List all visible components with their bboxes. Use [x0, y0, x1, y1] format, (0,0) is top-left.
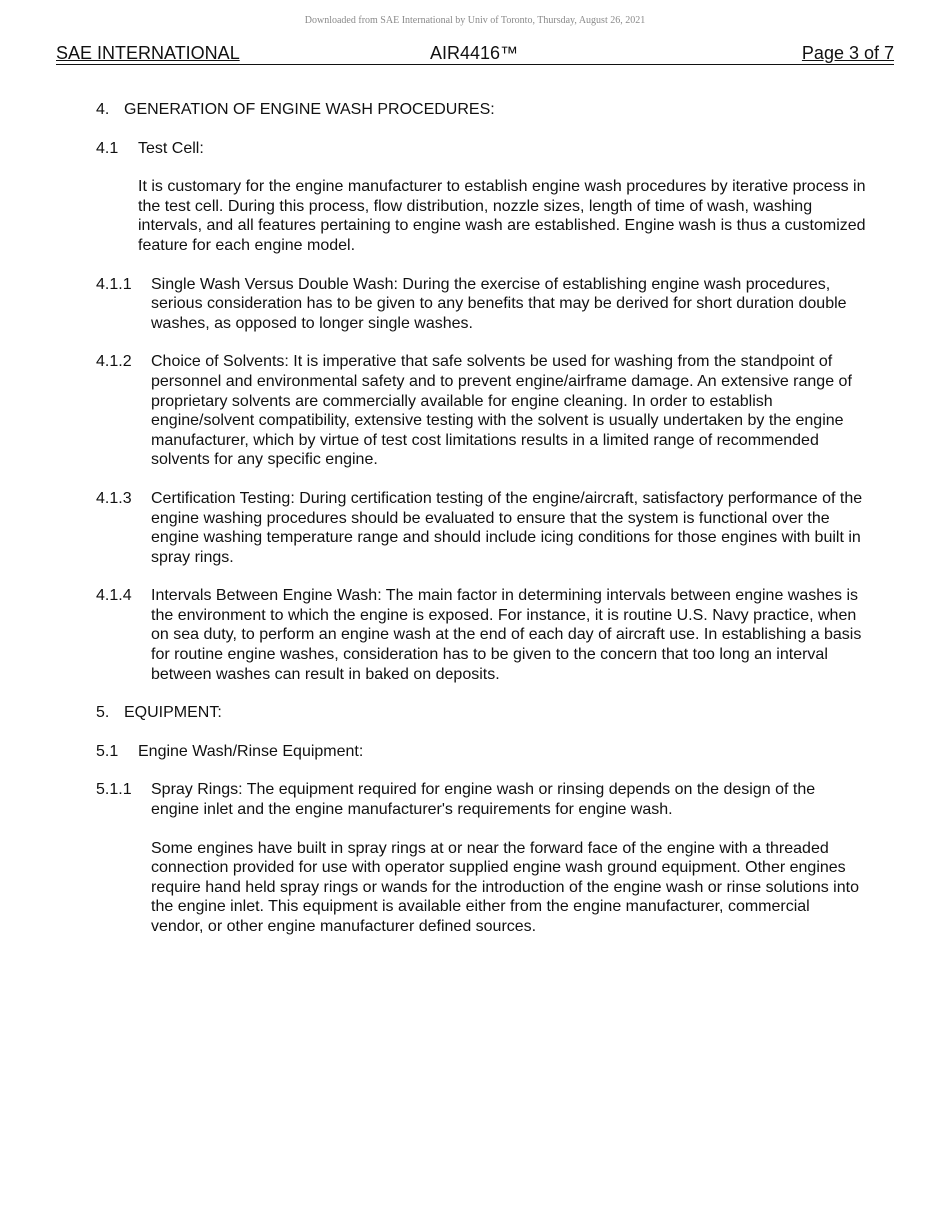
- section-number: 4.1.4: [96, 587, 132, 605]
- section-number: 5.1.1: [96, 781, 132, 799]
- section-number: 4.1.1: [96, 275, 132, 293]
- section-number: 4.1.2: [96, 353, 132, 371]
- download-watermark: Downloaded from SAE International by Univ of Toronto, Thursday, August 26, 2021: [304, 15, 646, 26]
- section-4-1-1: [96, 275, 866, 334]
- section-4-1-heading: [96, 139, 866, 159]
- section-title: EQUIPMENT:: [124, 704, 222, 722]
- section-text: Choice of Solvents: It is imperative that safe solvents be used for washing from the standpoint of personnel and environmental safety and to prevent engine/airframe damage. An extensive range of proprietary solvents are commercially available for engine cleaning. In order to establish engine/solvent compatibility, extensive testing with the solvent is usually undertaken by the engine manufacturer, which by virtue of test cost limitations results in a limited range of recommended solvents for any specific engine.: [151, 353, 852, 469]
- section-4-heading: [96, 100, 866, 120]
- page-header: [56, 42, 894, 65]
- section-number: 4.1.3: [96, 489, 132, 507]
- section-title: GENERATION OF ENGINE WASH PROCEDURES:: [124, 101, 495, 118]
- section-5-heading: [96, 703, 866, 723]
- section-text: Intervals Between Engine Wash: The main factor in determining intervals between engine washes is the environment to which the engine is exposed. For instance, it is routine U.S. Navy practice, when on sea duty, to perform an engine wash at the end of each day of aircraft use. In establishing a basis for routine engine washes, consideration has to be given to the concern that too long an interval between washes can result in baked on deposits.: [151, 587, 862, 683]
- section-title: Test Cell:: [138, 139, 204, 157]
- section-4-1-2: [96, 352, 866, 470]
- section-number: 4.: [96, 101, 110, 118]
- section-text: Certification Testing: During certification testing of the engine/aircraft, satisfactory performance of the engine washing procedures should be evaluated to ensure that the system is functional over the engine washing temperature range and should include icing conditions for those engines with built in spray rings.: [151, 489, 863, 566]
- header-publisher: SAE INTERNATIONAL: [56, 43, 240, 63]
- section-4-1-paragraph: It is customary for the engine manufacturer to establish engine wash procedures by iterative process in the test cell. During this process, flow distribution, nozzle sizes, length of time of wash, washing intervals, and all features pertaining to engine wash are established. Engine wash is thus a customized feature for each engine model.: [138, 178, 866, 254]
- section-5-1-1: [96, 780, 866, 819]
- section-5-1-heading: [96, 742, 866, 762]
- section-4-1-3: [96, 489, 866, 567]
- section-number: 5.1: [96, 742, 119, 760]
- section-5-1-1-paragraph-2: Some engines have built in spray rings at or near the forward face of the engine with a threaded connection provided for use with operator supplied engine wash ground equipment. Other engines require hand held spray rings or wands for the introduction of the engine wash or rinse solutions into the engine inlet. This equipment is available either from the engine manufacturer, commercial vendor, or other engine manufacturer defined sources.: [151, 839, 859, 935]
- section-4-1-4: [96, 586, 866, 684]
- document-body: [96, 100, 866, 937]
- section-title: Engine Wash/Rinse Equipment:: [138, 742, 364, 760]
- section-text: Spray Rings: The equipment required for engine wash or rinsing depends on the design of the engine inlet and the engine manufacturer's requirements for engine wash.: [151, 781, 816, 819]
- section-number: 5.: [96, 704, 110, 722]
- header-page-number: Page 3 of 7: [801, 43, 894, 63]
- section-text: Single Wash Versus Double Wash: During the exercise of establishing engine wash procedures, serious consideration has to be given to any benefits that may be derived for short duration double washes, as opposed to longer single washes.: [151, 275, 847, 332]
- header-document-id: AIR4416™: [430, 43, 519, 63]
- section-number: 4.1: [96, 139, 119, 157]
